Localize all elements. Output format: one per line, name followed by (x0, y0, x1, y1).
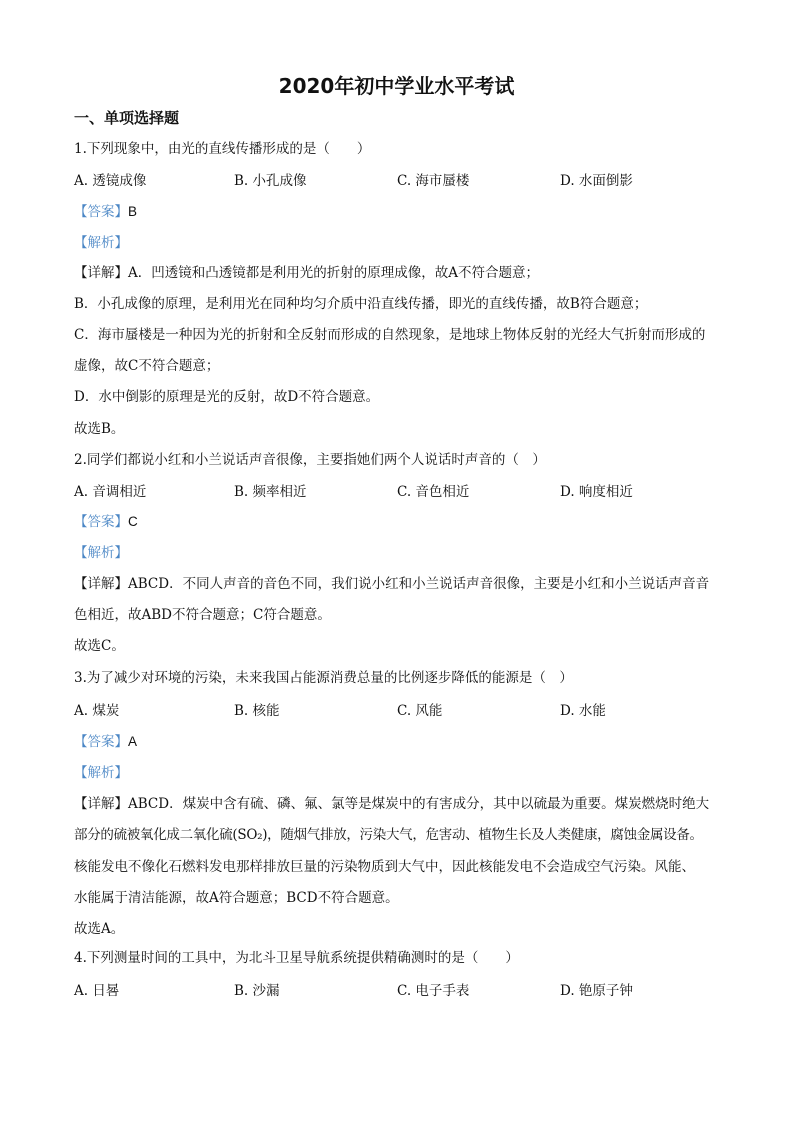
detail-label: 【详解】 (74, 265, 128, 281)
q2-detail-line: 色相近，故ABD不符合题意；C符合题意。 (74, 607, 331, 623)
q1-detail-line: 虚像，故C不符合题意； (74, 358, 220, 374)
q1-option-b: B. 小孔成像 (234, 173, 307, 189)
q3-option-b: B. 核能 (234, 703, 280, 719)
detail-text: ABCD．煤炭中含有硫、磷、氟、氯等是煤炭中的有害成分，其中以硫最为重要。煤炭燃烧时绝大 (128, 796, 710, 812)
q1-conclusion: 故选B。 (74, 421, 125, 437)
answer-value: A (128, 734, 138, 749)
q1-detail-line: D．水中倒影的原理是光的反射，故D不符合题意。 (74, 389, 380, 405)
q2-answer (74, 513, 138, 531)
detail-text: ABCD．不同人声音的音色不同，我们说小红和小兰说话声音很像，主要是小红和小兰说话声音音 (128, 576, 710, 592)
q3-detail-line: 核能发电不像化石燃料发电那样排放巨量的污染物质到大气中，因此核能发电不会造成空气污染。风能、 (74, 859, 695, 875)
q3-answer (74, 733, 137, 751)
q4-option-d: D. 铯原子钟 (560, 983, 633, 999)
detail-text: A．凹透镜和凸透镜都是利用光的折射的原理成像，故A不符合题意； (128, 265, 539, 281)
q2-option-b: B. 频率相近 (234, 484, 307, 500)
q4-option-c: C. 电子手表 (397, 983, 470, 999)
answer-label: 【答案】 (74, 514, 128, 530)
q2-option-d: D. 响度相近 (560, 484, 633, 500)
q3-detail-line: 部分的硫被氧化成二氧化硫(SO₂)，随烟气排放，污染大气，危害动、植物生长及人类健康，腐蚀金属设备。 (74, 827, 703, 843)
q3-detail-line: 水能属于清洁能源，故A符合题意；BCD不符合题意。 (74, 890, 399, 906)
q2-option-a: A. 音调相近 (74, 484, 147, 500)
question-2-stem: 2.同学们都说小红和小兰说话声音很像，主要指她们两个人说话时声音的（ ） (74, 452, 546, 468)
q1-option-d: D. 水面倒影 (560, 173, 633, 189)
q1-detail-line (74, 264, 539, 282)
q3-option-d: D. 水能 (560, 703, 606, 719)
question-4-stem: 4.下列测量时间的工具中，为北斗卫星导航系统提供精确测时的是（ ） (74, 950, 519, 966)
answer-value: C (128, 514, 138, 529)
q4-option-a: A. 日晷 (74, 983, 120, 999)
question-3-stem: 3.为了减少对环境的污染，未来我国占能源消费总量的比例逐步降低的能源是（ ） (74, 670, 573, 686)
answer-value: B (128, 204, 138, 219)
q2-option-c: C. 音色相近 (397, 484, 470, 500)
page-title: 2020年初中学业水平考试 (278, 74, 515, 98)
q1-option-c: C. 海市蜃楼 (397, 173, 470, 189)
q3-detail-line (74, 795, 709, 813)
question-1-stem: 1.下列现象中，由光的直线传播形成的是（ ） (74, 141, 371, 157)
answer-label: 【答案】 (74, 204, 128, 220)
q4-option-b: B. 沙漏 (234, 983, 280, 999)
detail-label: 【详解】 (74, 796, 128, 812)
q3-analysis-label: 【解析】 (74, 765, 128, 781)
q3-option-a: A. 煤炭 (74, 703, 120, 719)
detail-label: 【详解】 (74, 576, 128, 592)
q1-analysis-label: 【解析】 (74, 235, 128, 251)
q2-analysis-label: 【解析】 (74, 545, 128, 561)
q1-option-a: A. 透镜成像 (74, 173, 147, 189)
answer-label: 【答案】 (74, 734, 128, 750)
q2-conclusion: 故选C。 (74, 638, 125, 654)
q3-option-c: C. 风能 (397, 703, 443, 719)
q1-detail-line: B．小孔成像的原理，是利用光在同种均匀介质中沿直线传播，即光的直线传播，故B符合题意； (74, 296, 648, 312)
section-heading: 一、单项选择题 (74, 109, 180, 127)
q1-detail-line: C．海市蜃楼是一种因为光的折射和全反射而形成的自然现象，是地球上物体反射的光经大气折射而形成的 (74, 327, 706, 343)
q3-conclusion: 故选A。 (74, 921, 125, 937)
q1-answer (74, 203, 137, 221)
q2-detail-line (74, 575, 709, 593)
